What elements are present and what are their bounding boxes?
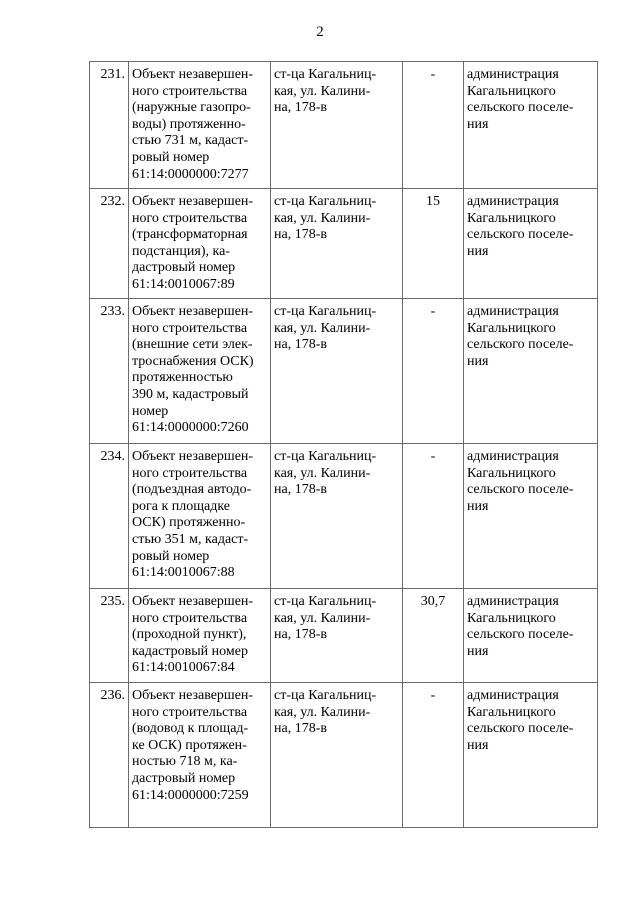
table-row <box>90 589 598 683</box>
object-name-cell-line: 61:14:0010067:84 <box>132 660 235 676</box>
object-name-cell-line: 61:14:0010067:89 <box>132 276 235 292</box>
address-cell <box>271 444 403 589</box>
address-cell-line: кая, ул. Калини- <box>274 610 371 626</box>
address-cell-line: ст-ца Кагальниц- <box>274 304 377 319</box>
row-number-cell: 235. <box>90 589 129 683</box>
owner-cell-line: сельского поселе- <box>467 482 574 498</box>
object-name-cell-line: (подъездная автодо- <box>132 482 252 498</box>
table-row <box>90 62 598 189</box>
object-name-cell-line: номер <box>132 403 169 419</box>
object-name-cell <box>129 62 271 189</box>
row-number-cell: 234. <box>90 444 129 589</box>
owner-cell-line: Кагальницкого <box>467 465 556 481</box>
owner-cell-line: сельского поселе- <box>467 100 574 116</box>
object-name-cell-line: 61:14:0010067:88 <box>132 565 235 581</box>
address-cell-line: на, 178-в <box>274 482 327 498</box>
address-cell-line: кая, ул. Калини- <box>274 320 371 336</box>
owner-cell <box>464 589 598 683</box>
object-name-cell <box>129 189 271 299</box>
owner-cell-line: сельского поселе- <box>467 227 574 243</box>
owner-cell <box>464 299 598 444</box>
address-cell-line: ст-ца Кагальниц- <box>274 594 377 609</box>
address-cell-line: кая, ул. Калини- <box>274 465 371 481</box>
owner-cell-line: Кагальницкого <box>467 210 556 226</box>
object-name-cell-line: Объект незавершен- <box>132 67 254 82</box>
table-row <box>90 444 598 589</box>
address-cell <box>271 589 403 683</box>
object-name-cell-line: ровый номер <box>132 149 210 165</box>
owner-cell-line: Кагальницкого <box>467 83 556 99</box>
object-name-cell-line: ОСК) протяженно- <box>132 515 246 531</box>
object-name-cell-line: ного строительства <box>132 320 248 336</box>
page-number: 2 <box>316 24 324 40</box>
address-cell-line: на, 178-в <box>274 627 327 643</box>
owner-cell-line: администрация <box>467 594 559 609</box>
address-cell-line: на, 178-в <box>274 337 327 353</box>
row-number-cell: 233. <box>90 299 129 444</box>
object-name-cell <box>129 299 271 444</box>
address-cell-line: кая, ул. Калини- <box>274 704 371 720</box>
address-cell-line: на, 178-в <box>274 227 327 243</box>
object-name-cell-line: (водовод к площад- <box>132 721 249 737</box>
owner-cell-line: сельского поселе- <box>467 337 574 353</box>
object-name-cell-line: кадастровый номер <box>132 643 248 659</box>
owner-cell <box>464 444 598 589</box>
object-name-cell-line: ного строительства <box>132 210 248 226</box>
object-name-cell-line: протяженностью <box>132 370 233 386</box>
owner-cell-line: ния <box>467 737 489 753</box>
table-row <box>90 683 598 828</box>
area-cell: - <box>403 683 464 828</box>
address-cell-line: ст-ца Кагальниц- <box>274 67 377 82</box>
object-name-cell-line: стью 351 м, кадаст- <box>132 531 249 547</box>
object-name-cell-line: (проходной пункт), <box>132 627 247 643</box>
address-cell-line: ст-ца Кагальниц- <box>274 449 377 464</box>
owner-cell-line: сельского поселе- <box>467 627 574 643</box>
owner-cell-line: сельского поселе- <box>467 721 574 737</box>
object-name-cell-line: Объект незавершен- <box>132 304 254 319</box>
object-name-cell <box>129 589 271 683</box>
object-name-cell-line: (наружные газопро- <box>132 100 251 116</box>
owner-cell-line: администрация <box>467 194 559 209</box>
area-cell: - <box>403 299 464 444</box>
object-name-cell-line: ровый номер <box>132 548 210 564</box>
address-cell <box>271 683 403 828</box>
object-name-cell-line: дастровый номер <box>132 770 236 786</box>
object-name-cell <box>129 683 271 828</box>
object-name-cell-line: Объект незавершен- <box>132 449 254 464</box>
object-name-cell-line: стью 731 м, кадаст- <box>132 133 249 149</box>
object-name-cell-line: Объект незавершен- <box>132 594 254 609</box>
object-name-cell-line: ного строительства <box>132 610 248 626</box>
owner-cell-line: ния <box>467 243 489 259</box>
owner-cell-line: ния <box>467 643 489 659</box>
object-name-cell-line: (трансформаторная <box>132 227 248 243</box>
owner-cell-line: Кагальницкого <box>467 610 556 626</box>
object-name-cell-line: ного строительства <box>132 704 248 720</box>
object-name-cell-line: дастровый номер <box>132 260 236 276</box>
object-name-cell-line: ке ОСК) протяжен- <box>132 737 247 753</box>
address-cell <box>271 62 403 189</box>
area-cell: - <box>403 62 464 189</box>
object-name-cell-line: рога к площадке <box>132 498 231 514</box>
object-name-cell-line: 61:14:0000000:7277 <box>132 166 249 182</box>
object-name-cell-line: 61:14:0000000:7259 <box>132 787 249 803</box>
owner-cell-line: администрация <box>467 688 559 703</box>
owner-cell-line: Кагальницкого <box>467 704 556 720</box>
object-name-cell-line: Объект незавершен- <box>132 194 254 209</box>
row-number-cell: 232. <box>90 189 129 299</box>
object-name-cell-line: воды) протяженно- <box>132 116 246 132</box>
table-row <box>90 189 598 299</box>
object-name-cell-line: ного строительства <box>132 83 248 99</box>
owner-cell <box>464 683 598 828</box>
owner-cell-line: администрация <box>467 304 559 319</box>
owner-cell-line: ния <box>467 498 489 514</box>
owner-cell-line: администрация <box>467 67 559 82</box>
property-registry-table <box>89 61 598 828</box>
object-name-cell-line: 390 м, кадастровый <box>132 386 249 402</box>
object-name-cell-line: (внешние сети элек- <box>132 337 253 353</box>
address-cell-line: на, 178-в <box>274 100 327 116</box>
object-name-cell-line: ностью 718 м, ка- <box>132 754 238 770</box>
area-cell: 30,7 <box>403 589 464 683</box>
address-cell <box>271 189 403 299</box>
owner-cell-line: ния <box>467 353 489 369</box>
area-cell: 15 <box>403 189 464 299</box>
address-cell-line: кая, ул. Калини- <box>274 210 371 226</box>
object-name-cell-line: троснабжения ОСК) <box>132 353 254 369</box>
table-row <box>90 299 598 444</box>
owner-cell <box>464 62 598 189</box>
owner-cell-line: администрация <box>467 449 559 464</box>
object-name-cell-line: 61:14:0000000:7260 <box>132 420 249 436</box>
address-cell-line: ст-ца Кагальниц- <box>274 688 377 703</box>
object-name-cell-line: подстанция), ка- <box>132 243 230 259</box>
object-name-cell-line: Объект незавершен- <box>132 688 254 703</box>
object-name-cell <box>129 444 271 589</box>
object-name-cell-line: ного строительства <box>132 465 248 481</box>
registry-body <box>90 62 598 828</box>
owner-cell <box>464 189 598 299</box>
row-number-cell: 236. <box>90 683 129 828</box>
address-cell <box>271 299 403 444</box>
address-cell-line: на, 178-в <box>274 721 327 737</box>
owner-cell-line: ния <box>467 116 489 132</box>
address-cell-line: ст-ца Кагальниц- <box>274 194 377 209</box>
owner-cell-line: Кагальницкого <box>467 320 556 336</box>
address-cell-line: кая, ул. Калини- <box>274 83 371 99</box>
row-number-cell: 231. <box>90 62 129 189</box>
area-cell: - <box>403 444 464 589</box>
